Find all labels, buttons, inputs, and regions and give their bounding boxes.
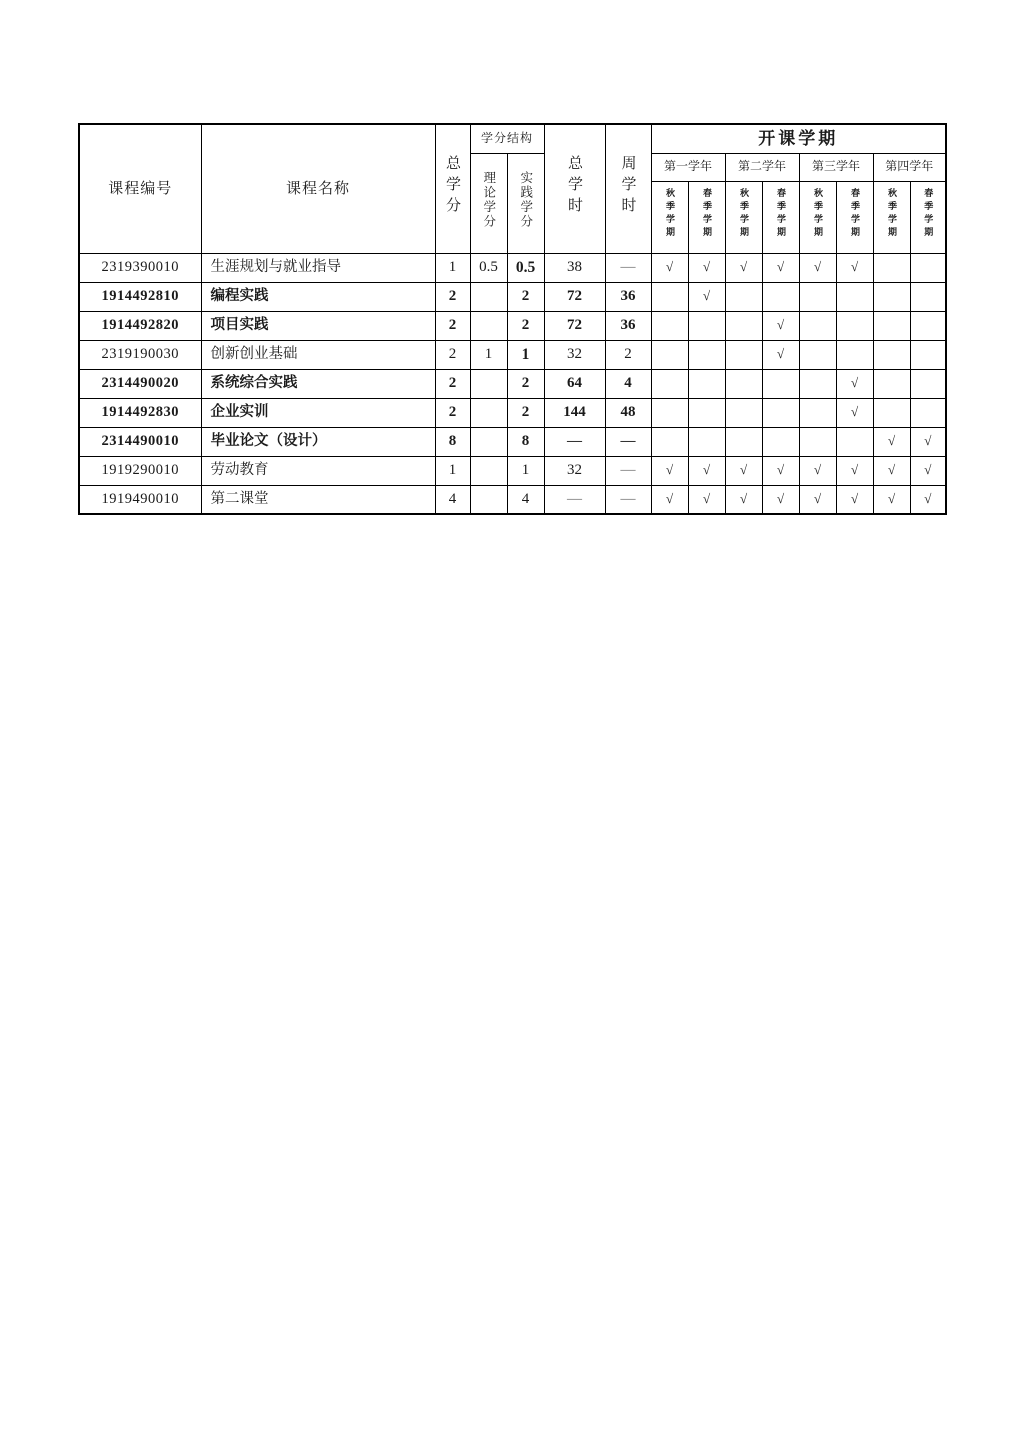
total-hours-value: 38 <box>544 253 605 282</box>
header-total-credits-label: 总学分 <box>444 154 461 218</box>
semester-check <box>651 311 688 340</box>
semester-check <box>910 311 946 340</box>
course-code: 2314490020 <box>79 369 201 398</box>
semester-check <box>725 369 762 398</box>
header-practice-credits <box>507 153 544 253</box>
fall-label: 秋季学期 <box>665 188 676 241</box>
table-row <box>79 427 946 456</box>
semester-check: √ <box>836 485 873 514</box>
course-name: 编程实践 <box>201 282 435 311</box>
header-year-4: 第四学年 <box>873 153 946 181</box>
semester-check <box>651 340 688 369</box>
semester-check <box>688 340 725 369</box>
total-credits-value: 2 <box>435 369 470 398</box>
total-credits-value: 4 <box>435 485 470 514</box>
weekly-hours-value: — <box>605 427 651 456</box>
table-row <box>79 398 946 427</box>
practice-credits-value: 2 <box>507 369 544 398</box>
spring-label: 春季学期 <box>923 188 934 241</box>
semester-check <box>651 369 688 398</box>
semester-check: √ <box>688 282 725 311</box>
semester-check: √ <box>651 485 688 514</box>
semester-check <box>799 282 836 311</box>
semester-check <box>725 340 762 369</box>
semester-check <box>799 311 836 340</box>
semester-check <box>836 282 873 311</box>
total-credits-value: 2 <box>435 282 470 311</box>
semester-check: √ <box>910 485 946 514</box>
weekly-hours-value: 2 <box>605 340 651 369</box>
semester-check: √ <box>762 340 799 369</box>
semester-check <box>762 427 799 456</box>
total-credits-value: 1 <box>435 456 470 485</box>
course-code: 1919290010 <box>79 456 201 485</box>
semester-check: √ <box>688 253 725 282</box>
semester-check <box>688 427 725 456</box>
semester-check <box>873 311 910 340</box>
semester-check: √ <box>873 485 910 514</box>
course-name: 项目实践 <box>201 311 435 340</box>
course-code: 2319390010 <box>79 253 201 282</box>
semester-check <box>762 282 799 311</box>
total-credits-value: 1 <box>435 253 470 282</box>
semester-check <box>799 369 836 398</box>
header-spring-semester-y4 <box>910 181 946 253</box>
semester-check <box>688 311 725 340</box>
semester-check <box>836 427 873 456</box>
semester-check: √ <box>910 456 946 485</box>
semester-check <box>688 398 725 427</box>
weekly-hours-value: — <box>605 253 651 282</box>
semester-check <box>799 340 836 369</box>
semester-check <box>910 340 946 369</box>
course-table-sheet <box>78 123 947 515</box>
semester-check <box>873 253 910 282</box>
header-total-hours <box>544 124 605 253</box>
practice-credits-value: 2 <box>507 311 544 340</box>
semester-check: √ <box>725 485 762 514</box>
semester-check: √ <box>725 253 762 282</box>
semester-check <box>873 340 910 369</box>
practice-credits-value: 8 <box>507 427 544 456</box>
weekly-hours-value: 36 <box>605 282 651 311</box>
course-code: 1914492820 <box>79 311 201 340</box>
course-name: 生涯规划与就业指导 <box>201 253 435 282</box>
semester-check <box>725 398 762 427</box>
course-code: 1914492810 <box>79 282 201 311</box>
semester-check <box>799 427 836 456</box>
spring-label: 春季学期 <box>776 188 787 241</box>
fall-label: 秋季学期 <box>813 188 824 241</box>
semester-check: √ <box>762 311 799 340</box>
total-hours-value: 32 <box>544 340 605 369</box>
practice-credits-value: 2 <box>507 398 544 427</box>
semester-check: √ <box>836 369 873 398</box>
course-name: 第二课堂 <box>201 485 435 514</box>
header-fall-semester-y3 <box>799 181 836 253</box>
header-spring-semester-y1 <box>688 181 725 253</box>
header-fall-semester-y4 <box>873 181 910 253</box>
semester-check: √ <box>836 253 873 282</box>
table-row <box>79 456 946 485</box>
table-row <box>79 340 946 369</box>
course-name: 劳动教育 <box>201 456 435 485</box>
semester-check <box>725 282 762 311</box>
header-spring-semester-y2 <box>762 181 799 253</box>
weekly-hours-value: — <box>605 456 651 485</box>
total-hours-value: — <box>544 485 605 514</box>
theory-credits-value <box>470 282 507 311</box>
spring-label: 春季学期 <box>850 188 861 241</box>
fall-label: 秋季学期 <box>739 188 750 241</box>
semester-check: √ <box>873 427 910 456</box>
course-name: 系统综合实践 <box>201 369 435 398</box>
semester-check <box>651 427 688 456</box>
weekly-hours-value: 36 <box>605 311 651 340</box>
weekly-hours-value: — <box>605 485 651 514</box>
total-hours-value: — <box>544 427 605 456</box>
course-name: 企业实训 <box>201 398 435 427</box>
theory-credits-value <box>470 369 507 398</box>
total-credits-value: 2 <box>435 340 470 369</box>
semester-check <box>725 311 762 340</box>
semester-check <box>836 340 873 369</box>
theory-credits-value <box>470 456 507 485</box>
semester-check <box>910 282 946 311</box>
semester-check <box>651 282 688 311</box>
table-row <box>79 282 946 311</box>
spring-label: 春季学期 <box>702 188 713 241</box>
table-row <box>79 253 946 282</box>
table-row <box>79 311 946 340</box>
practice-credits-value: 1 <box>507 340 544 369</box>
header-total-hours-label: 总学时 <box>566 154 584 218</box>
theory-credits-value <box>470 398 507 427</box>
table-row <box>79 485 946 514</box>
theory-credits-value: 0.5 <box>470 253 507 282</box>
semester-check <box>725 427 762 456</box>
header-year-1: 第一学年 <box>651 153 725 181</box>
practice-credits-value: 2 <box>507 282 544 311</box>
course-code: 1919490010 <box>79 485 201 514</box>
semester-check <box>799 398 836 427</box>
header-row-1 <box>79 124 946 153</box>
semester-check <box>688 369 725 398</box>
semester-check <box>910 398 946 427</box>
course-name: 创新创业基础 <box>201 340 435 369</box>
semester-check <box>762 398 799 427</box>
theory-credits-value <box>470 311 507 340</box>
semester-check: √ <box>725 456 762 485</box>
total-credits-value: 2 <box>435 398 470 427</box>
theory-credits-value <box>470 485 507 514</box>
semester-check <box>762 369 799 398</box>
semester-check: √ <box>762 485 799 514</box>
header-credit-structure: 学分结构 <box>470 124 544 153</box>
semester-check: √ <box>688 485 725 514</box>
fall-label: 秋季学期 <box>887 188 898 241</box>
header-fall-semester-y1 <box>651 181 688 253</box>
semester-check: √ <box>651 253 688 282</box>
total-hours-value: 64 <box>544 369 605 398</box>
semester-check <box>873 282 910 311</box>
semester-check <box>873 369 910 398</box>
header-semester-group: 开课学期 <box>651 124 946 153</box>
header-year-3: 第三学年 <box>799 153 873 181</box>
practice-credits-value: 0.5 <box>507 253 544 282</box>
semester-check <box>651 398 688 427</box>
total-hours-value: 72 <box>544 311 605 340</box>
total-hours-value: 144 <box>544 398 605 427</box>
theory-credits-value <box>470 427 507 456</box>
semester-check: √ <box>799 456 836 485</box>
course-name: 毕业论文（设计） <box>201 427 435 456</box>
course-schedule-table <box>78 123 947 515</box>
total-credits-value: 8 <box>435 427 470 456</box>
total-credits-value: 2 <box>435 311 470 340</box>
total-hours-value: 72 <box>544 282 605 311</box>
course-code: 1914492830 <box>79 398 201 427</box>
header-fall-semester-y2 <box>725 181 762 253</box>
semester-check: √ <box>836 456 873 485</box>
practice-credits-value: 4 <box>507 485 544 514</box>
header-weekly-hours <box>605 124 651 253</box>
course-code: 2319190030 <box>79 340 201 369</box>
weekly-hours-value: 4 <box>605 369 651 398</box>
semester-check <box>836 311 873 340</box>
semester-check: √ <box>836 398 873 427</box>
header-year-2: 第二学年 <box>725 153 799 181</box>
weekly-hours-value: 48 <box>605 398 651 427</box>
header-theory-credits <box>470 153 507 253</box>
header-course-name: 课程名称 <box>201 124 435 253</box>
semester-check: √ <box>688 456 725 485</box>
semester-check: √ <box>762 253 799 282</box>
header-practice-credits-label: 实践学分 <box>518 171 533 230</box>
semester-check: √ <box>799 253 836 282</box>
header-weekly-hours-label: 周学时 <box>619 154 637 218</box>
semester-check <box>910 369 946 398</box>
table-row <box>79 369 946 398</box>
header-course-code: 课程编号 <box>79 124 201 253</box>
theory-credits-value: 1 <box>470 340 507 369</box>
semester-check: √ <box>762 456 799 485</box>
semester-check: √ <box>873 456 910 485</box>
semester-check <box>873 398 910 427</box>
header-spring-semester-y3 <box>836 181 873 253</box>
course-code: 2314490010 <box>79 427 201 456</box>
practice-credits-value: 1 <box>507 456 544 485</box>
header-theory-credits-label: 理论学分 <box>481 171 496 230</box>
semester-check: √ <box>910 427 946 456</box>
header-total-credits <box>435 124 470 253</box>
semester-check: √ <box>799 485 836 514</box>
total-hours-value: 32 <box>544 456 605 485</box>
semester-check <box>910 253 946 282</box>
semester-check: √ <box>651 456 688 485</box>
